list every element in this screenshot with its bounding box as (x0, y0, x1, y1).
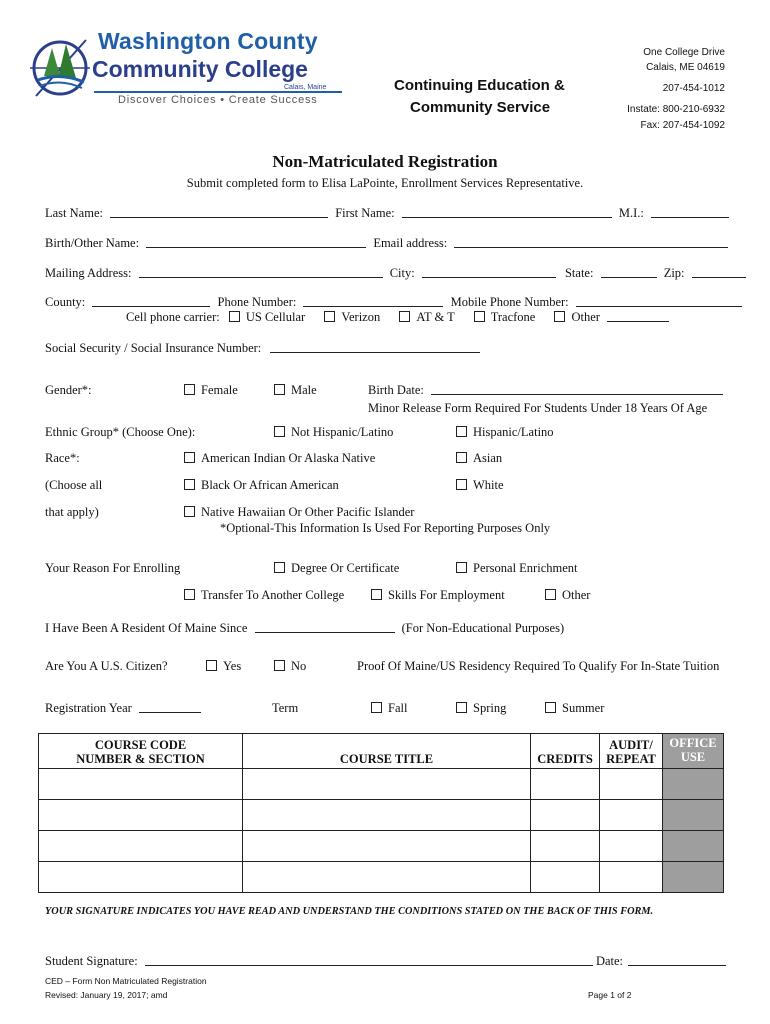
audit-cell[interactable] (600, 800, 663, 831)
course-table (38, 733, 724, 893)
table-header-row (39, 734, 724, 769)
col-course-title: COURSE TITLE (243, 734, 531, 769)
checkbox-icon (545, 702, 556, 713)
date-field[interactable] (628, 954, 726, 966)
form-title: Non-Matriculated Registration (272, 152, 498, 171)
term-summer-checkbox[interactable]: Summer (545, 701, 604, 716)
table-row (39, 831, 724, 862)
race-label: Race*: (45, 451, 80, 465)
date-label: Date: (595, 954, 624, 968)
checkbox-icon (456, 479, 467, 490)
degree-checkbox[interactable]: Degree Or Certificate (274, 561, 399, 576)
gender-label: Gender*: (45, 383, 92, 397)
checkbox-icon (371, 702, 382, 713)
checkbox-icon (399, 311, 410, 322)
revised-date: Revised: January 19, 2017; amd (45, 990, 168, 1000)
col-credits: CREDITS (531, 734, 600, 769)
carrier-label: Cell phone carrier: (126, 310, 220, 324)
carrier-other-field[interactable] (607, 310, 669, 322)
checkbox-icon (545, 589, 556, 600)
carrier-verizon[interactable]: Verizon (324, 310, 380, 324)
resident-label: I Have Been A Resident Of Maine Since (45, 621, 248, 635)
birth-other-name-label: Birth/Other Name: (45, 236, 140, 250)
registration-year-field[interactable] (139, 701, 201, 713)
course-title-cell[interactable] (243, 831, 531, 862)
hawaiian-checkbox[interactable]: Native Hawaiian Or Other Pacific Islander (184, 505, 414, 520)
checkbox-icon (184, 384, 195, 395)
checkbox-icon (274, 660, 285, 671)
not-hispanic-checkbox[interactable]: Not Hispanic/Latino (274, 425, 393, 440)
table-row (39, 769, 724, 800)
citizen-yes-checkbox[interactable]: Yes (206, 659, 241, 674)
ssn-label: Social Security / Social Insurance Number: (45, 341, 262, 355)
course-title-cell[interactable] (243, 800, 531, 831)
mi-field[interactable] (651, 206, 729, 218)
reason-other-checkbox[interactable]: Other (545, 588, 590, 603)
audit-cell[interactable] (600, 862, 663, 893)
county-label: County: (45, 295, 86, 309)
birth-date-field[interactable] (431, 383, 723, 395)
term-label: Term (272, 701, 299, 715)
ssn-field[interactable] (270, 341, 480, 353)
col-office-use: OFFICE USE (663, 734, 724, 769)
email-field[interactable] (454, 236, 728, 248)
college-logo (22, 26, 352, 108)
signature-label: Student Signature: (45, 954, 138, 968)
skills-checkbox[interactable]: Skills For Employment (371, 588, 505, 603)
choose-all-label: (Choose all (45, 478, 103, 492)
phone-number-field[interactable] (303, 295, 443, 307)
course-code-cell[interactable] (39, 800, 243, 831)
zip-field[interactable] (692, 266, 746, 278)
logo-underline (94, 91, 342, 93)
checkbox-icon (456, 702, 467, 713)
office-use-cell (663, 800, 724, 831)
carrier-att[interactable]: AT & T (399, 310, 454, 324)
credits-cell[interactable] (531, 831, 600, 862)
audit-cell[interactable] (600, 769, 663, 800)
proof-note: Proof Of Maine/US Residency Required To Qualify For In-State Tuition (357, 659, 720, 673)
checkbox-icon (456, 452, 467, 463)
white-checkbox[interactable]: White (456, 478, 504, 493)
carrier-tracfone[interactable]: Tracfone (474, 310, 536, 324)
mailing-address-field[interactable] (139, 266, 383, 278)
fax-number: Fax: 207-454-1092 (640, 120, 725, 131)
mi-label: M.I.: (618, 206, 644, 220)
checkbox-icon (274, 562, 285, 573)
birth-other-name-field[interactable] (146, 236, 366, 248)
term-spring-checkbox[interactable]: Spring (456, 701, 506, 716)
citizen-label: Are You A U.S. Citizen? (45, 659, 168, 673)
ethnic-group-label: Ethnic Group* (Choose One): (45, 425, 196, 439)
gender-female-checkbox[interactable]: Female (184, 383, 238, 398)
gender-male-checkbox[interactable]: Male (274, 383, 317, 398)
department-line1: Continuing Education & (394, 77, 565, 94)
col-course-code: COURSE CODE NUMBER & SECTION (39, 734, 243, 769)
last-name-label: Last Name: (45, 206, 103, 220)
first-name-label: First Name: (335, 206, 395, 220)
state-field[interactable] (601, 266, 657, 278)
department-line2: Community Service (410, 99, 551, 116)
carrier-us-cellular[interactable]: US Cellular (229, 310, 305, 324)
term-fall-checkbox[interactable]: Fall (371, 701, 407, 716)
office-use-cell (663, 831, 724, 862)
black-checkbox[interactable]: Black Or African American (184, 478, 339, 493)
checkbox-icon (456, 562, 467, 573)
carrier-row (126, 310, 669, 325)
checkbox-icon (229, 311, 240, 322)
mobile-phone-label: Mobile Phone Number: (450, 295, 569, 309)
checkbox-icon (184, 589, 195, 600)
address-line2: Calais, ME 04619 (646, 62, 725, 73)
birth-date-label: Birth Date: (368, 383, 424, 397)
that-apply-label: that apply) (45, 505, 99, 519)
minor-release-note: Minor Release Form Required For Students Under 18 Years Of Age (368, 401, 708, 415)
resident-note: (For Non-Educational Purposes) (401, 621, 565, 635)
american-indian-checkbox[interactable]: American Indian Or Alaska Native (184, 451, 375, 466)
credits-cell[interactable] (531, 862, 600, 893)
first-name-field[interactable] (402, 206, 612, 218)
office-use-cell (663, 862, 724, 893)
address-line1: One College Drive (643, 47, 725, 58)
checkbox-icon (274, 384, 285, 395)
form-subtitle: Submit completed form to Elisa LaPointe, Enrollment Services Representative. (186, 176, 584, 190)
city-field[interactable] (422, 266, 556, 278)
checkbox-icon (184, 452, 195, 463)
office-use-cell (663, 769, 724, 800)
course-code-cell[interactable] (39, 862, 243, 893)
reason-label: Your Reason For Enrolling (45, 561, 181, 575)
course-title-cell[interactable] (243, 862, 531, 893)
course-code-cell[interactable] (39, 831, 243, 862)
credits-cell[interactable] (531, 800, 600, 831)
last-name-field[interactable] (110, 206, 328, 218)
checkbox-icon (184, 506, 195, 517)
logo-tagline: Discover Choices • Create Success (118, 94, 318, 106)
audit-cell[interactable] (600, 831, 663, 862)
hispanic-checkbox[interactable]: Hispanic/Latino (456, 425, 554, 440)
personal-enrichment-checkbox[interactable]: Personal Enrichment (456, 561, 578, 576)
col-audit-repeat: AUDIT/ REPEAT (600, 734, 663, 769)
form-name: CED – Form Non Matriculated Registration (45, 976, 207, 986)
zip-label: Zip: (663, 266, 685, 280)
credits-cell[interactable] (531, 769, 600, 800)
citizen-no-checkbox[interactable]: No (274, 659, 306, 674)
table-row (39, 862, 724, 893)
instate-number: Instate: 800-210-6932 (627, 104, 725, 115)
checkbox-icon (324, 311, 335, 322)
signature-notice: YOUR SIGNATURE INDICATES YOU HAVE READ AND UNDERSTAND THE CONDITIONS STATED ON THE BACK OF THIS FORM. (45, 906, 654, 917)
county-field[interactable] (92, 295, 210, 307)
phone-number-label: Phone Number: (217, 295, 297, 309)
logo-title-line2: Community College (92, 56, 308, 82)
logo-place: Calais, Maine (284, 84, 327, 91)
state-label: State: (564, 266, 594, 280)
checkbox-icon (474, 311, 485, 322)
optional-note: *Optional-This Information Is Used For Reporting Purposes Only (220, 521, 551, 535)
checkbox-icon (371, 589, 382, 600)
logo-title-line1: Washington County (98, 28, 318, 54)
resident-since-field[interactable] (255, 621, 395, 633)
signature-field[interactable] (145, 954, 593, 966)
registration-year-label: Registration Year (45, 701, 132, 715)
mobile-phone-field[interactable] (576, 295, 742, 307)
transfer-checkbox[interactable]: Transfer To Another College (184, 588, 344, 603)
checkbox-icon (456, 426, 467, 437)
carrier-other[interactable]: Other (554, 310, 599, 324)
mailing-address-label: Mailing Address: (45, 266, 132, 280)
course-code-cell[interactable] (39, 769, 243, 800)
phone-number: 207-454-1012 (662, 83, 725, 94)
checkbox-icon (184, 479, 195, 490)
page-number: Page 1 of 2 (588, 990, 632, 1000)
checkbox-icon (274, 426, 285, 437)
checkbox-icon (206, 660, 217, 671)
city-label: City: (389, 266, 415, 280)
asian-checkbox[interactable]: Asian (456, 451, 502, 466)
email-label: Email address: (373, 236, 448, 250)
college-seal-icon (22, 26, 98, 106)
table-row (39, 800, 724, 831)
checkbox-icon (554, 311, 565, 322)
course-title-cell[interactable] (243, 769, 531, 800)
